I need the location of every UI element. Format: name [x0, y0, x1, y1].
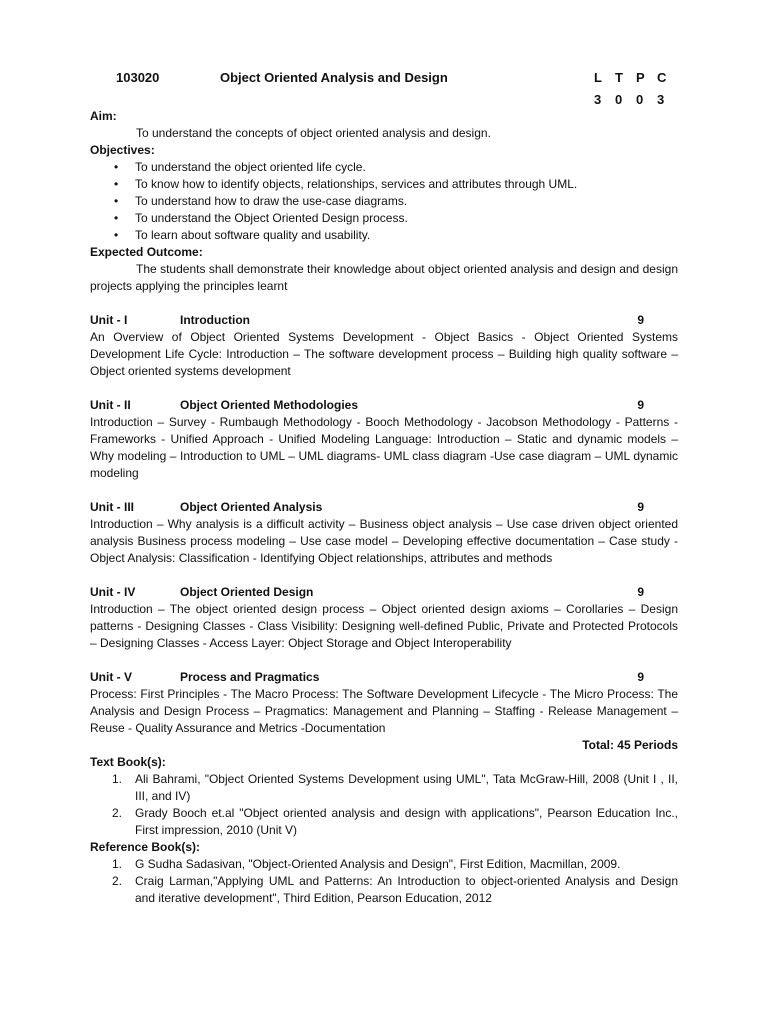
unit-title: Object Oriented Methodologies [180, 398, 359, 412]
ltpc-label-p: P [636, 70, 645, 85]
ltpc-label-t: T [615, 70, 623, 85]
item-text: G Sudha Sadasivan, "Object-Oriented Analysis and Design", First Edition, Macmillan, 2009. [135, 857, 621, 871]
outcome-heading: Expected Outcome: [90, 245, 203, 259]
unit-title: Introduction [180, 313, 250, 327]
unit-2-header [90, 397, 678, 414]
unit-number: Unit - II [90, 398, 131, 412]
course-title: Object Oriented Analysis and Design [220, 70, 448, 85]
ltpc-value-p: 0 [636, 92, 644, 107]
unit-2-body: Introduction – Survey - Rumbaugh Methodology - Booch Methodology - Jacobson Methodology - Patterns - Frameworks - Unified Approach - Unified Modeling Language: Introduction – Static and dynamic models – Why modeling – Introduction to UML – UML diagrams- UML class diagram -Use case diagram – UML dynamic modeling [90, 415, 678, 480]
unit-hours: 9 [637, 398, 644, 412]
unit-4-body: Introduction – The object oriented design process – Object oriented design axioms – Corollaries – Design patterns - Designing Classes - Class Visibility: Designing well-defined Public, Private and Protected Protocols – Designing Classes - Access Layer: Object Storage and Object Interoperability [90, 602, 678, 650]
unit-number: Unit - I [90, 313, 128, 327]
item-text: Grady Booch et.al "Object oriented analysis and design with applications", Pearson Education Inc., First impression, 2010 (Unit V) [135, 806, 678, 837]
unit-number: Unit - IV [90, 585, 136, 599]
list-item: • To understand the object oriented life cycle. [90, 159, 678, 176]
unit-5-header [90, 669, 678, 686]
list-item [90, 805, 678, 839]
unit-title: Object Oriented Design [180, 585, 314, 599]
item-number: 2. [112, 806, 123, 820]
unit-hours: 9 [637, 585, 644, 599]
ltpc-value-t: 0 [615, 92, 623, 107]
references-list [90, 856, 678, 907]
ltpc-label-c: C [657, 70, 667, 85]
course-header [90, 67, 678, 86]
unit-5-body: Process: First Principles - The Macro Process: The Software Development Lifecycle - The Micro Process: The Analysis and Design Process – Pragmatics: Management and Planning – Staffing - Release Management –Reuse - Quality Assurance and Metrics -Documentation [90, 687, 678, 735]
list-item [90, 771, 678, 805]
references-heading: Reference Book(s): [90, 840, 201, 854]
unit-title: Process and Pragmatics [180, 670, 320, 684]
aim-text: To understand the concepts of object oriented analysis and design. [136, 126, 491, 140]
item-number: 1. [112, 772, 123, 786]
total-periods: Total: 45 Periods [582, 738, 678, 752]
aim-heading: Aim: [90, 109, 117, 123]
unit-number: Unit - V [90, 670, 132, 684]
unit-4-header [90, 584, 678, 601]
objectives-heading: Objectives: [90, 143, 155, 157]
item-number: 2. [112, 874, 123, 888]
list-item: • To know how to identify objects, relationships, services and attributes through UML. [90, 176, 678, 193]
item-number: 1. [112, 857, 123, 871]
list-item: • To understand the Object Oriented Design process. [90, 210, 678, 227]
list-item: • To learn about software quality and usability. [90, 227, 678, 244]
course-code: 103020 [116, 70, 160, 85]
unit-1-body: An Overview of Object Oriented Systems Development - Object Basics - Object Oriented Systems Development Life Cycle: Introduction – The software development process – Building high quality software – Object oriented systems development [90, 330, 678, 378]
list-item: • To understand how to draw the use-case diagrams. [90, 193, 678, 210]
ltpc-value-c: 3 [657, 92, 665, 107]
objectives-list [90, 159, 678, 244]
unit-3-header [90, 499, 678, 516]
unit-title: Object Oriented Analysis [180, 500, 323, 514]
textbooks-heading: Text Book(s): [90, 755, 166, 769]
ltpc-value-l: 3 [594, 92, 602, 107]
unit-hours: 9 [637, 313, 644, 327]
outcome-text: The students shall demonstrate their knowledge about object oriented analysis and design and design projects applying the principles learnt [90, 262, 678, 293]
textbooks-list [90, 771, 678, 839]
unit-hours: 9 [637, 500, 644, 514]
list-item [90, 856, 678, 873]
unit-1-header [90, 312, 678, 329]
syllabus-content [90, 67, 678, 907]
unit-hours: 9 [637, 670, 644, 684]
item-text: Craig Larman,"Applying UML and Patterns: An Introduction to object-oriented Analysis and Design and iterative development", Third Edition, Pearson Education, 2012 [135, 874, 678, 905]
ltpc-values [594, 91, 678, 108]
list-item [90, 873, 678, 907]
ltpc-label-l: L [594, 70, 602, 85]
unit-3-body: Introduction – Why analysis is a difficult activity – Business object analysis – Use case driven object oriented analysis Business process modeling – Use case model – Developing effective documentation – Case study - Object Analysis: Classification - Identifying Object relationships, attributes and methods [90, 517, 678, 565]
item-text: Ali Bahrami, "Object Oriented Systems Development using UML", Tata McGraw-Hill, 2008 (Unit I , II, III, and IV) [135, 772, 678, 803]
ltpc-labels [594, 69, 678, 86]
unit-number: Unit - III [90, 500, 134, 514]
ltpc-values-row [90, 86, 678, 108]
